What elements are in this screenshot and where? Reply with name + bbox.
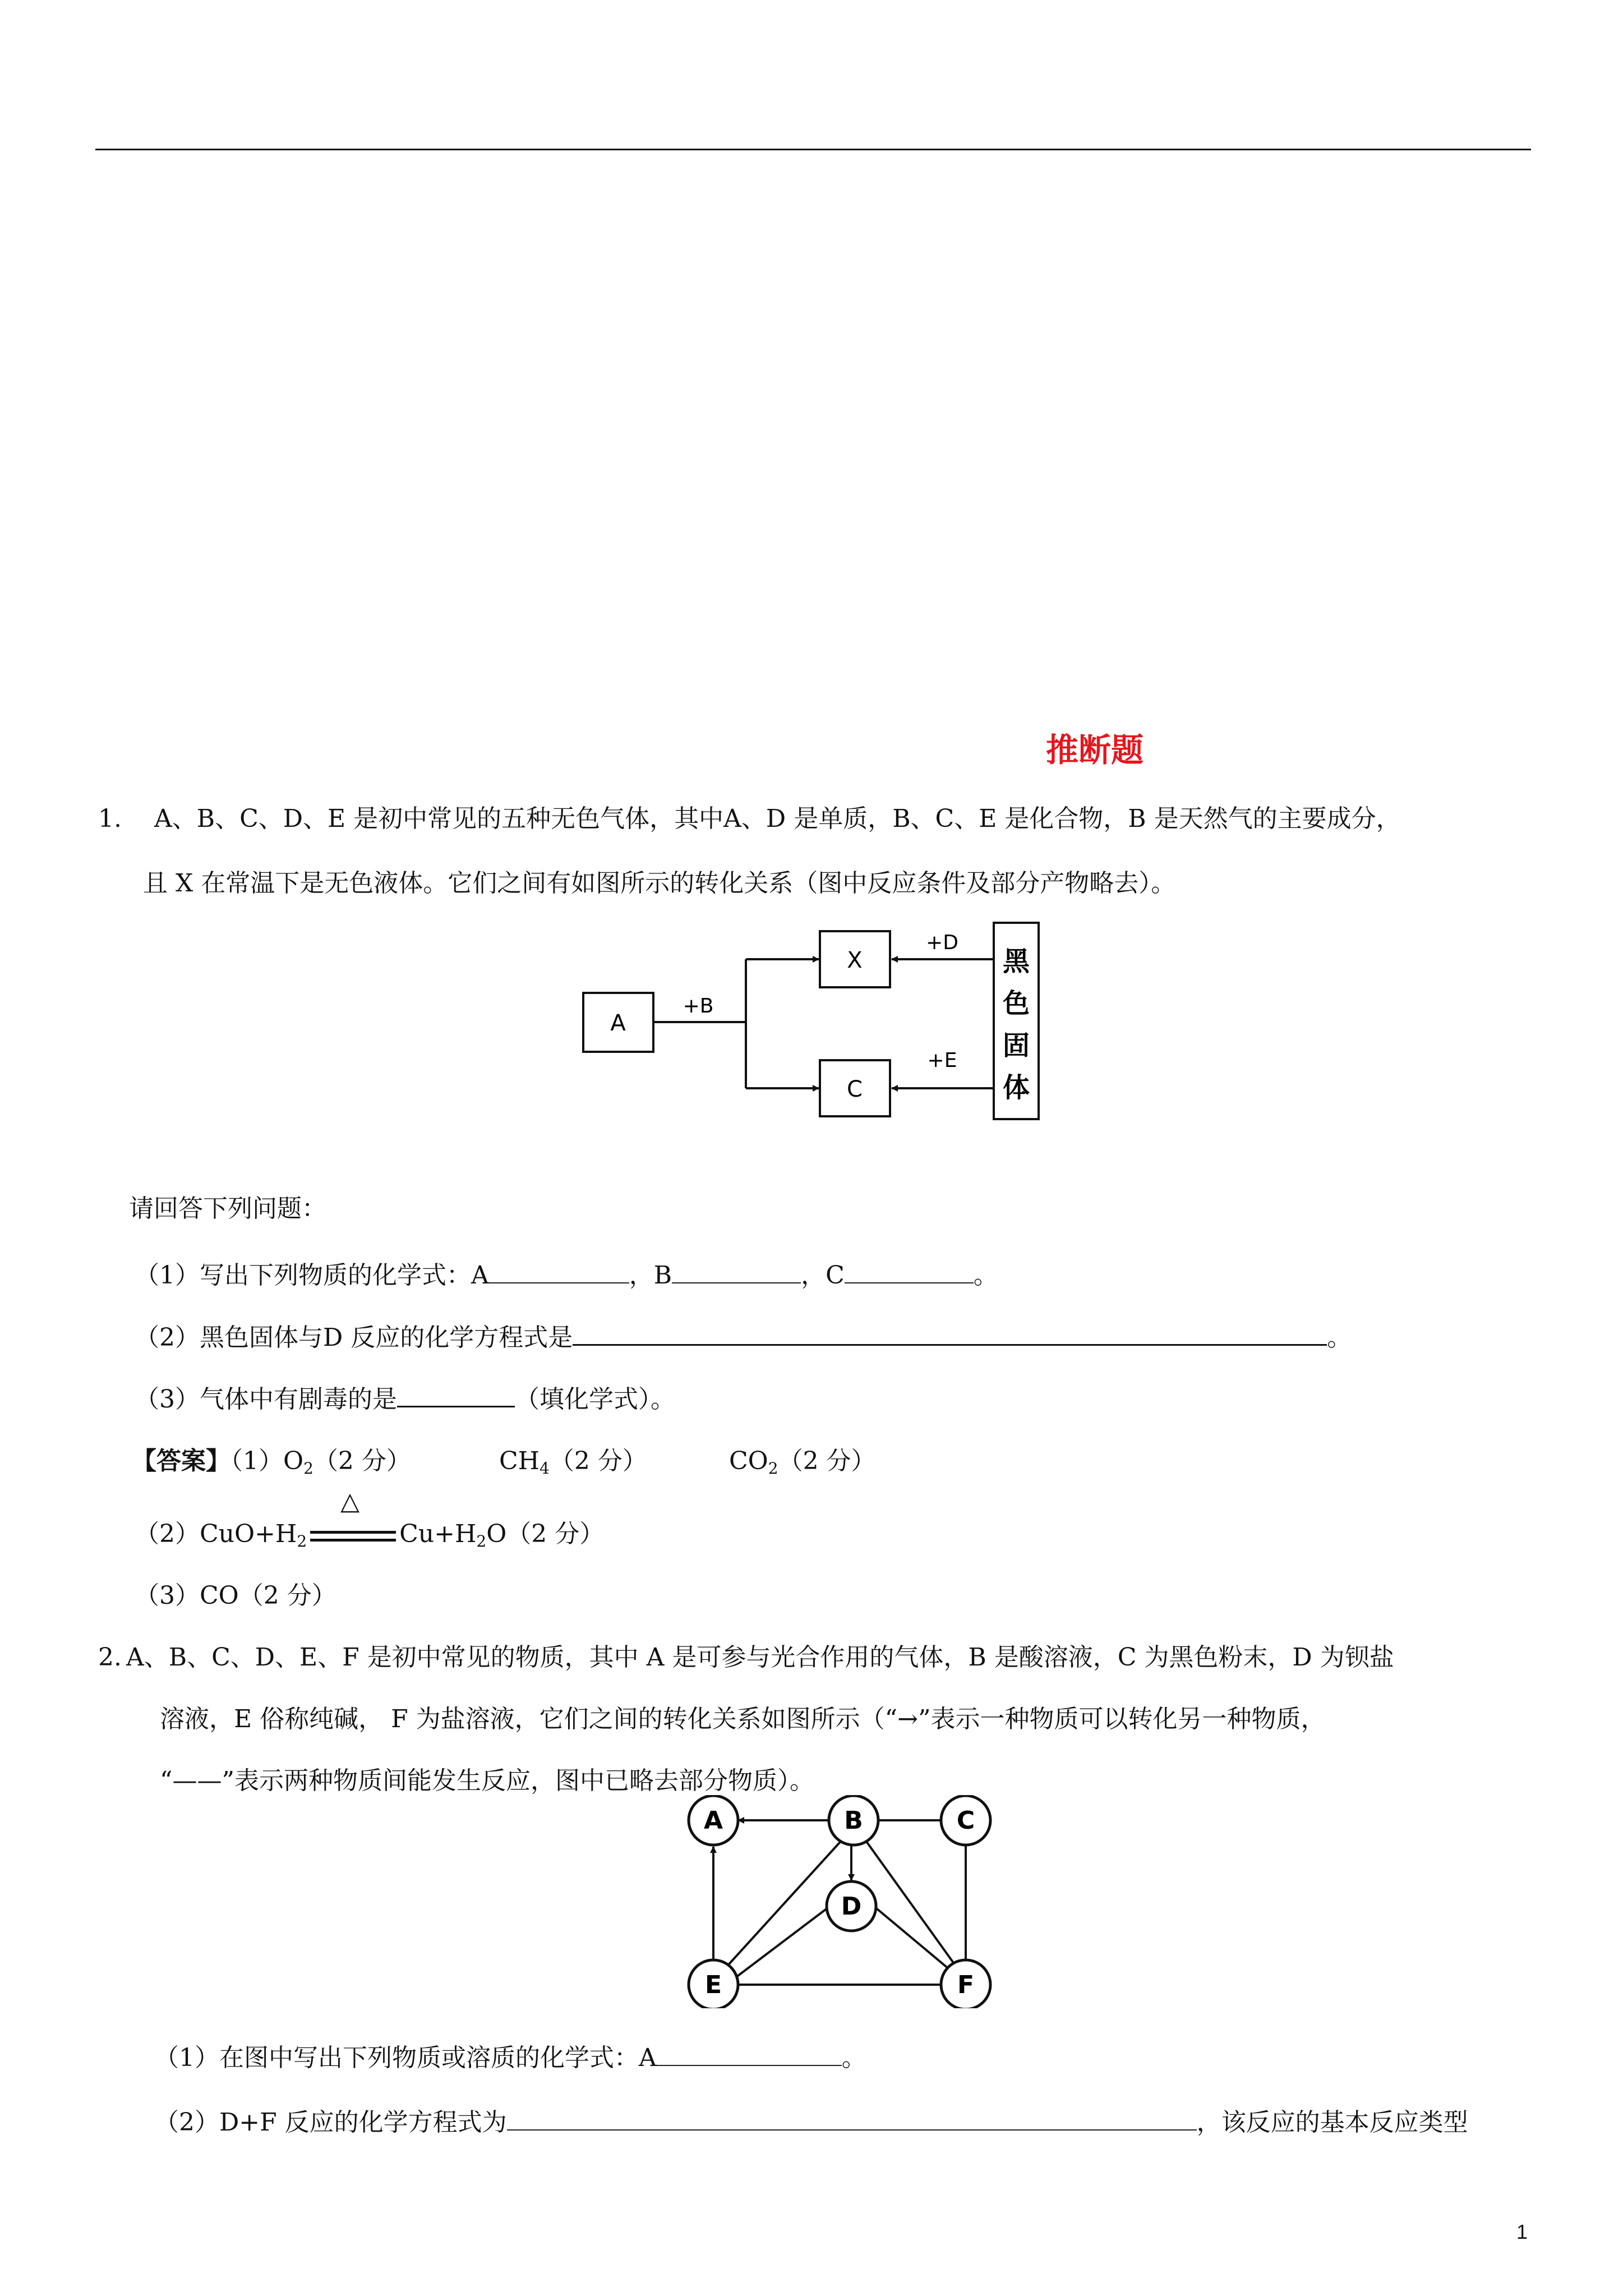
q2-part2-blank[interactable] bbox=[507, 2104, 1197, 2131]
q1-answer2-equals-sign bbox=[307, 1487, 399, 1551]
q1-answer2-end: O（2 分） bbox=[486, 1520, 605, 1548]
q1-box-x-label: X bbox=[847, 947, 863, 973]
q2-part1-end: 。 bbox=[841, 2044, 866, 2072]
page-number: 1 bbox=[1516, 2220, 1528, 2243]
q1-answer-line1 bbox=[132, 1444, 411, 1485]
q1-label-plus-b: +B bbox=[683, 995, 714, 1018]
q1-black-solid-char-1: 黑 bbox=[1002, 946, 1030, 977]
q1-part3 bbox=[135, 1380, 675, 1416]
q1-answer2-heat-icon: △ bbox=[340, 1487, 359, 1516]
q1-part2 bbox=[135, 1318, 1352, 1355]
q1-part1-sep-c: ，C bbox=[801, 1261, 845, 1290]
q1-part2-prefix: （2）黑色固体与D 反应的化学方程式是 bbox=[135, 1323, 573, 1352]
q1-answer1c-score: （2 分） bbox=[778, 1447, 876, 1475]
q1-part3-prefix: （3）气体中有剧毒的是 bbox=[135, 1385, 397, 1414]
q1-answer-tag: 【答案】 bbox=[132, 1447, 230, 1475]
q1-part1-sep-b: ，B bbox=[629, 1261, 672, 1290]
q1-part1-end: 。 bbox=[973, 1261, 998, 1290]
q1-part2-end: 。 bbox=[1327, 1323, 1352, 1352]
q1-black-solid-char-3: 固 bbox=[1002, 1030, 1030, 1061]
q1-black-solid-char-2: 色 bbox=[1002, 988, 1030, 1019]
q1-answer1-sub: 2 bbox=[303, 1459, 313, 1478]
q1-part1-blank-a[interactable] bbox=[489, 1257, 629, 1283]
q2-node-d-label: D bbox=[841, 1892, 862, 1921]
q2-stem-line3: “——”表示两种物质间能发生反应，图中已略去部分物质）。 bbox=[160, 1766, 814, 1795]
q1-stem-line2: 且 X 在常温下是无色液体。它们之间有如图所示的转化关系（图中反应条件及部分产物略去）。 bbox=[143, 869, 1176, 898]
q1-answer2-sub1: 2 bbox=[297, 1532, 307, 1550]
q2-node-c-label: C bbox=[956, 1806, 975, 1835]
q1-part3-end: （填化学式）。 bbox=[515, 1385, 675, 1414]
q2-edge-d-f bbox=[874, 1906, 949, 1969]
q1-answer-co2 bbox=[729, 1444, 876, 1485]
q1-answer1c-sub: 2 bbox=[768, 1459, 778, 1478]
q2-node-e-label: E bbox=[704, 1971, 722, 1999]
q1-answer1b: CH bbox=[499, 1447, 540, 1475]
q2-stem-line1: A、B、C、D、E、F 是初中常见的物质，其中 A 是可参与光合作用的气体，B 是酸溶液，C 为黑色粉末，D 为钡盐 bbox=[126, 1643, 1394, 1672]
q2-relationship-diagram bbox=[673, 1795, 1009, 2008]
q1-box-c-label: C bbox=[847, 1076, 863, 1102]
q2-part1-prefix: （1）在图中写出下列物质或溶质的化学式：A bbox=[154, 2044, 657, 2072]
q2-part1 bbox=[154, 2039, 866, 2075]
q1-label-plus-d: +D bbox=[926, 931, 958, 954]
q2-number: 2. bbox=[98, 1643, 122, 1672]
q2-node-b-label: B bbox=[844, 1806, 863, 1835]
header-rule bbox=[95, 149, 1531, 150]
q2-node-f-label: F bbox=[957, 1971, 975, 1999]
q1-answer1b-sub: 4 bbox=[540, 1459, 550, 1478]
q1-box-a-label: A bbox=[610, 1010, 626, 1036]
q1-answer1: （1）O bbox=[230, 1447, 304, 1475]
q2-part2 bbox=[154, 2104, 1468, 2139]
q1-answer-ch4 bbox=[499, 1444, 647, 1485]
q1-answer1-score: （2 分） bbox=[313, 1447, 411, 1475]
q1-answer-line2 bbox=[135, 1487, 605, 1558]
q2-part1-blank[interactable] bbox=[657, 2039, 842, 2066]
q2-stem-line2: 溶液，E 俗称纯碱， F 为盐溶液，它们之间的转化关系如图所示（“→”表示一种物质可以转化另一种物质， bbox=[160, 1705, 1326, 1733]
q1-part3-blank[interactable] bbox=[397, 1380, 515, 1407]
q1-part1 bbox=[135, 1257, 998, 1292]
q1-stem-line1: A、B、C、D、E 是初中常见的五种无色气体，其中A、D 是单质，B、C、E 是化合物，B 是天然气的主要成分， bbox=[154, 804, 1401, 833]
q1-conversion-diagram bbox=[578, 920, 1060, 1161]
q1-answer2-mid: Cu+H bbox=[399, 1520, 477, 1548]
q1-answer-line3: （3）CO（2 分） bbox=[135, 1581, 336, 1610]
q1-answer2-sub2: 2 bbox=[476, 1532, 487, 1550]
q2-part2-prefix: （2）D+F 反应的化学方程式为 bbox=[154, 2108, 507, 2137]
q1-answer1c: CO bbox=[729, 1447, 768, 1475]
q1-part1-blank-b[interactable] bbox=[672, 1257, 801, 1283]
q1-part2-blank[interactable] bbox=[573, 1318, 1327, 1346]
q1-part1-blank-c[interactable] bbox=[845, 1257, 974, 1283]
page-title: 推断题 bbox=[1046, 731, 1144, 769]
q2-edge-b-f bbox=[864, 1838, 958, 1969]
q1-black-solid-char-4: 体 bbox=[1002, 1072, 1030, 1103]
q1-part1-prefix: （1）写出下列物质的化学式：A bbox=[135, 1261, 489, 1290]
q1-number: 1. bbox=[98, 804, 122, 833]
q2-part2-end: ，该反应的基本反应类型 bbox=[1196, 2108, 1468, 2137]
q1-prompt: 请回答下列问题： bbox=[129, 1194, 326, 1223]
q1-answer2-prefix: （2）CuO+H bbox=[135, 1520, 297, 1548]
q1-answer1b-score: （2 分） bbox=[549, 1447, 647, 1475]
q2-node-a-label: A bbox=[703, 1806, 723, 1835]
q1-label-plus-e: +E bbox=[927, 1049, 957, 1072]
